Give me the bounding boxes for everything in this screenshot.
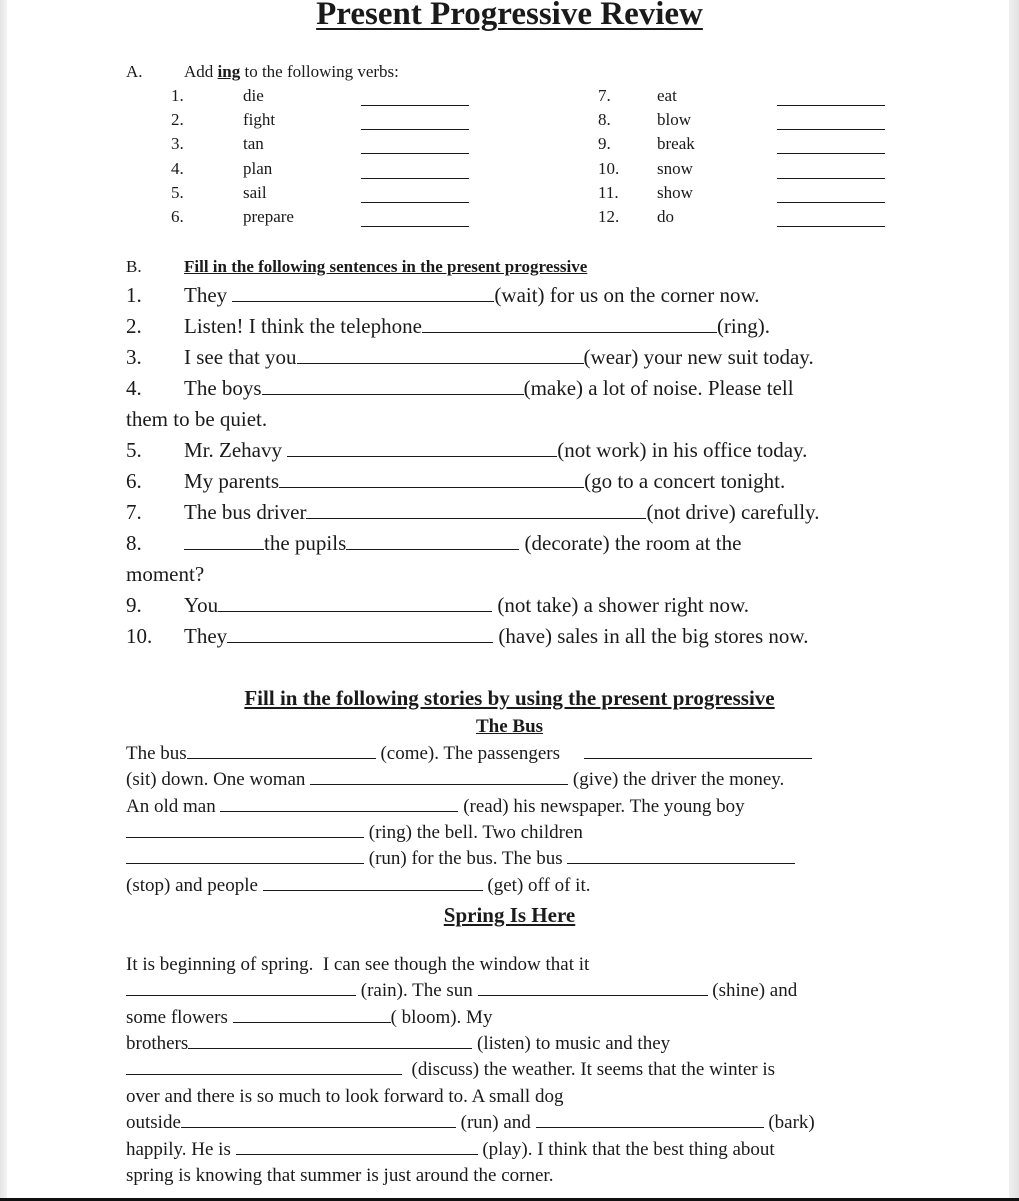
verb-number: 8. [598,110,611,129]
sentence-number: 9. [126,593,142,617]
spring-line-4: brothers (listen) to music and they [126,1033,671,1054]
sentence-8-continuation: moment? [126,562,205,586]
answer-blank[interactable] [126,862,364,864]
answer-blank[interactable] [188,1047,472,1049]
answer-blank[interactable] [126,1073,402,1075]
sentence-9: You (not take) a shower right now. [184,593,750,617]
answer-blank[interactable] [287,455,557,457]
answer-blank[interactable] [361,152,469,154]
spring-line-1: It is beginning of spring. I can see though the window that it [126,954,590,975]
verb: tan [243,134,264,153]
spring-line-8: happily. He is (play). I think that the best thing about [126,1139,775,1160]
answer-blank[interactable] [584,757,812,759]
verb-number: 2. [171,110,184,129]
answer-blank[interactable] [181,1126,456,1128]
answer-blank[interactable] [361,177,469,179]
verb: eat [657,86,677,105]
sentence-1: They (wait) for us on the corner now. [184,283,760,307]
page-title: Present Progressive Review [316,0,703,32]
verb: die [243,86,264,105]
answer-blank[interactable] [361,104,469,106]
story-title-spring: Spring Is Here [443,903,576,927]
bus-line-2: (sit) down. One woman (give) the driver the money. [126,769,785,790]
answer-blank[interactable] [126,994,356,996]
bus-line-3: An old man (read) his newspaper. The young boy [126,796,745,817]
verb: blow [657,110,691,129]
verb: show [657,183,693,202]
answer-blank[interactable] [184,548,264,550]
sentence-7: The bus driver (not drive) carefully. [184,500,820,524]
answer-blank[interactable] [478,994,708,996]
verb-number: 9. [598,134,611,153]
answer-blank[interactable] [361,225,469,227]
answer-blank[interactable] [422,331,717,333]
verb: prepare [243,207,294,226]
sentence-5: Mr. Zehavy (not work) in his office today. [184,438,808,462]
answer-blank[interactable] [232,300,494,302]
answer-blank[interactable] [536,1126,764,1128]
verb: break [657,134,695,153]
verb: plan [243,159,273,178]
section-c-heading: Fill in the following stories by using the present progressive [244,686,775,710]
spring-line-5: (discuss) the weather. It seems that the winter is [126,1059,775,1081]
answer-blank[interactable] [777,225,885,227]
bus-line-5: (run) for the bus. The bus [126,848,795,870]
answer-blank[interactable] [310,783,568,785]
sentence-number: 10. [126,624,153,648]
section-a-instruction: Add ing to the following verbs: [184,62,399,81]
verb: do [657,207,674,226]
verb: fight [243,110,276,129]
verb-number: 10. [598,159,620,178]
answer-blank[interactable] [263,889,483,891]
sentence-10: They (have) sales in all the big stores now. [184,624,809,648]
answer-blank[interactable] [297,362,584,364]
answer-blank[interactable] [777,104,885,106]
spring-line-2: (rain). The sun (shine) and [126,980,797,1002]
verb-number: 6. [171,207,184,226]
answer-blank[interactable] [236,1153,478,1155]
verb-number: 11. [598,183,619,202]
sentence-number: 4. [126,376,142,400]
answer-blank[interactable] [279,486,584,488]
spring-line-7: outside (run) and (bark) [126,1112,815,1133]
answer-blank[interactable] [361,201,469,203]
sentence-number: 6. [126,469,142,493]
answer-blank[interactable] [567,862,795,864]
answer-blank[interactable] [233,1021,391,1023]
verb-number: 4. [171,159,184,178]
bus-line-1: The bus (come). The passengers [126,743,812,765]
verb-number: 3. [171,134,184,153]
answer-blank[interactable] [306,517,646,519]
section-a-label: A. [126,62,143,81]
bus-line-6: (stop) and people (get) off of it. [126,875,591,896]
answer-blank[interactable] [227,641,493,643]
section-b-instruction: Fill in the following sentences in the present progressive [184,257,588,276]
sentence-number: 2. [126,314,142,338]
answer-blank[interactable] [218,610,492,612]
sentence-number: 3. [126,345,142,369]
verb-number: 5. [171,183,184,202]
sentence-number: 5. [126,438,142,462]
answer-blank[interactable] [777,152,885,154]
sentence-6: My parents (go to a concert tonight. [184,469,786,493]
section-b-label: B. [126,257,142,276]
answer-blank[interactable] [187,757,376,759]
sentence-number: 7. [126,500,142,524]
sentence-3: I see that you (wear) your new suit today. [184,345,814,369]
answer-blank[interactable] [220,810,458,812]
spring-line-9: spring is knowing that summer is just around the corner. [126,1165,554,1186]
answer-blank[interactable] [126,836,364,838]
verb: sail [243,183,267,202]
verb-number: 12. [598,207,620,226]
sentence-8: the pupils (decorate) the room at the [184,531,741,556]
bus-line-4: (ring) the bell. Two children [126,822,583,844]
answer-blank[interactable] [777,201,885,203]
sentence-2: Listen! I think the telephone (ring). [184,314,771,338]
page-left-edge [0,0,7,1201]
spring-line-3: some flowers ( bloom). My [126,1007,493,1028]
answer-blank[interactable] [262,393,524,395]
sentence-number: 8. [126,531,142,555]
ing-emphasis: ing [217,62,241,81]
answer-blank[interactable] [777,177,885,179]
story-title-bus: The Bus [475,716,544,737]
verb: snow [657,159,693,178]
page-right-edge [1009,0,1019,1201]
spring-line-6: over and there is so much to look forward to. A small dog [126,1086,564,1107]
answer-blank[interactable] [361,128,469,130]
answer-blank[interactable] [777,128,885,130]
answer-blank[interactable] [346,548,519,550]
sentence-4: The boys (make) a lot of noise. Please tell [184,376,794,400]
verb-number: 1. [171,86,184,105]
sentence-number: 1. [126,283,142,307]
sentence-4-continuation: them to be quiet. [126,407,268,431]
verb-number: 7. [598,86,611,105]
